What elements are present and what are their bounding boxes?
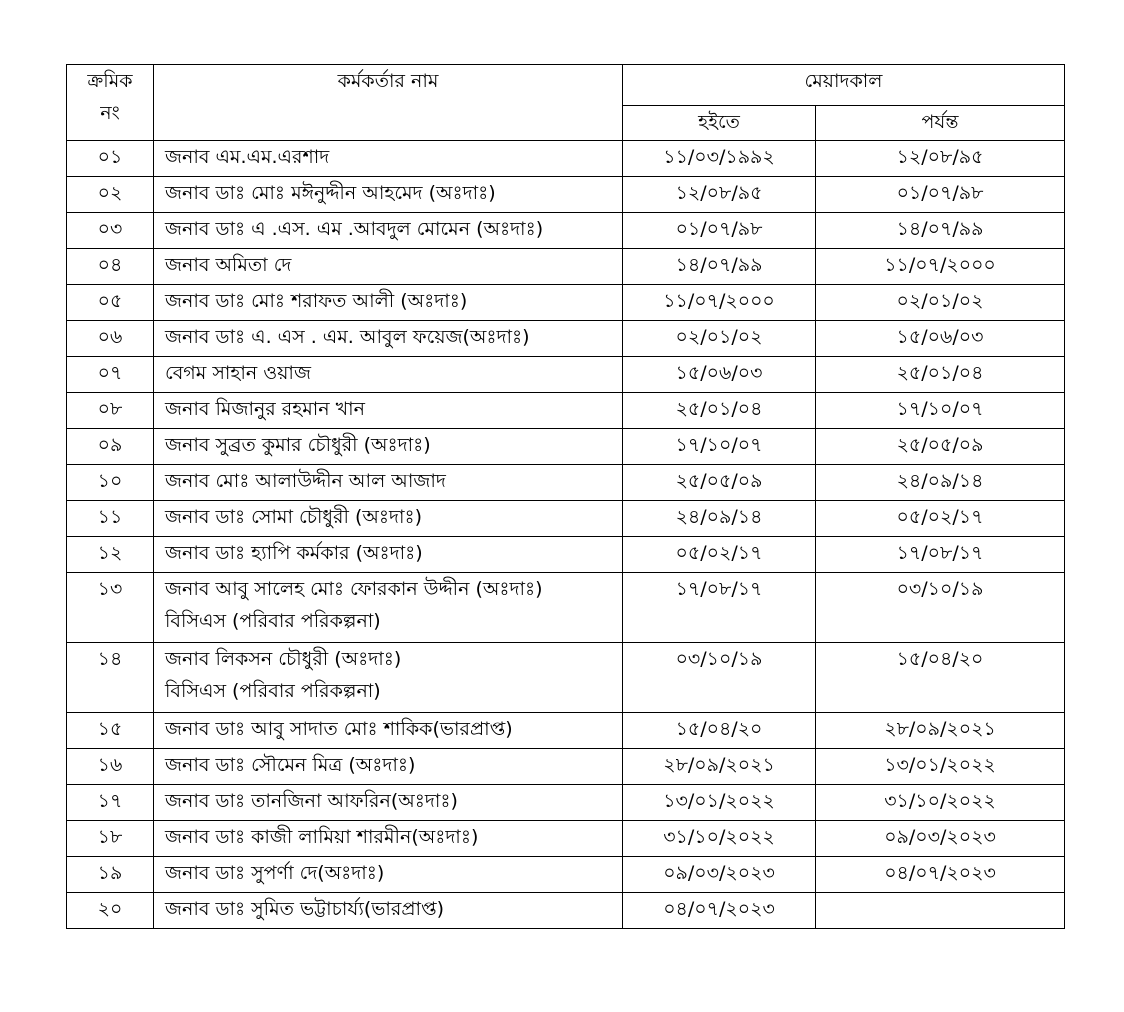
serial-cell: ১২ (67, 537, 154, 573)
officer-name-cell (154, 177, 623, 213)
officer-name-cell (154, 749, 623, 785)
from-date-cell: ০৯/০৩/২০২৩ (623, 857, 816, 893)
officer-name-line: জনাব ডাঃ মোঃ মঈনুদ্দীন আহমেদ (অঃদাঃ) (165, 182, 496, 204)
from-date-cell: ১৫/০৪/২০ (623, 713, 816, 749)
from-date-cell: ১৭/০৮/১৭ (623, 573, 816, 643)
serial-cell: ০৯ (67, 429, 154, 465)
from-date-cell: ০১/০৭/৯৮ (623, 213, 816, 249)
officer-name-line: জনাব লিকসন চৌধুরী (অঃদাঃ) (165, 648, 402, 670)
officer-name-line: জনাব অমিতা দে (165, 254, 292, 276)
to-date-cell (816, 893, 1065, 929)
table-row (67, 393, 1065, 429)
from-date-cell: ২৫/০৫/০৯ (623, 465, 816, 501)
to-date-cell: ১৫/০৪/২০ (816, 643, 1065, 713)
officer-name-line: জনাব ডাঃ সুমিত ভট্টাচার্য্য(ভারপ্রাপ্ত) (165, 898, 445, 920)
to-date-cell: ২৫/০৫/০৯ (816, 429, 1065, 465)
officer-name-line: জনাব ডাঃ আবু সাদাত মোঃ শাকিক(ভারপ্রাপ্ত) (165, 718, 513, 740)
to-date-cell: ২৪/০৯/১৪ (816, 465, 1065, 501)
serial-cell: ০৫ (67, 285, 154, 321)
to-date-cell: ০৯/০৩/২০২৩ (816, 821, 1065, 857)
officer-name-line: বিসিএস (পরিবার পরিকল্পনা) (165, 680, 381, 702)
serial-cell: ১৩ (67, 573, 154, 643)
serial-cell: ১১ (67, 501, 154, 537)
to-date-cell: ৩১/১০/২০২২ (816, 785, 1065, 821)
table-row (67, 249, 1065, 285)
from-date-cell: ০৪/০৭/২০২৩ (623, 893, 816, 929)
header-from: হইতে (623, 106, 816, 141)
to-date-cell: ০৩/১০/১৯ (816, 573, 1065, 643)
from-date-cell: ৩১/১০/২০২২ (623, 821, 816, 857)
serial-cell: ১৬ (67, 749, 154, 785)
header-serial-line1: ক্রমিক (87, 70, 133, 92)
to-date-cell: ১৫/০৬/০৩ (816, 321, 1065, 357)
to-date-cell: ১৭/১০/০৭ (816, 393, 1065, 429)
table-row (67, 573, 1065, 643)
serial-cell: ১৯ (67, 857, 154, 893)
header-period: মেয়াদকাল (623, 65, 1065, 106)
table-row (67, 643, 1065, 713)
officer-name-line: জনাব ডাঃ এ. এস . এম. আবুল ফয়েজ(অঃদাঃ) (165, 326, 530, 348)
officer-name-cell (154, 429, 623, 465)
officer-name-cell (154, 821, 623, 857)
to-date-cell: ১৭/০৮/১৭ (816, 537, 1065, 573)
to-date-cell: ১২/০৮/৯৫ (816, 141, 1065, 177)
table-row (67, 285, 1065, 321)
table-row (67, 321, 1065, 357)
officer-name-cell (154, 713, 623, 749)
from-date-cell: ১৪/০৭/৯৯ (623, 249, 816, 285)
header-serial-line2: নং (100, 102, 120, 124)
from-date-cell: ১২/০৮/৯৫ (623, 177, 816, 213)
serial-cell: ১৫ (67, 713, 154, 749)
to-date-cell: ১১/০৭/২০০০ (816, 249, 1065, 285)
serial-cell: ০৪ (67, 249, 154, 285)
officer-name-cell (154, 537, 623, 573)
table-row (67, 749, 1065, 785)
serial-cell: ০৮ (67, 393, 154, 429)
officer-name-cell (154, 321, 623, 357)
to-date-cell: ২৫/০১/০৪ (816, 357, 1065, 393)
officer-name-line: বেগম সাহান ওয়াজ (165, 362, 311, 384)
table-row (67, 501, 1065, 537)
from-date-cell: ১৫/০৬/০৩ (623, 357, 816, 393)
officer-name-cell (154, 501, 623, 537)
officer-name-line: বিসিএস (পরিবার পরিকল্পনা) (165, 610, 381, 632)
serial-cell: ০১ (67, 141, 154, 177)
from-date-cell: ০২/০১/০২ (623, 321, 816, 357)
to-date-cell: ০১/০৭/৯৮ (816, 177, 1065, 213)
table-row (67, 429, 1065, 465)
serial-cell: ২০ (67, 893, 154, 929)
from-date-cell: ২৫/০১/০৪ (623, 393, 816, 429)
serial-cell: ০৩ (67, 213, 154, 249)
serial-cell: ০৬ (67, 321, 154, 357)
officer-name-cell (154, 249, 623, 285)
officer-name-line: জনাব ডাঃ সৌমেন মিত্র (অঃদাঃ) (165, 754, 416, 776)
officer-name-line: জনাব এম.এম.এরশাদ (165, 146, 330, 168)
serial-cell: ১০ (67, 465, 154, 501)
table-row (67, 177, 1065, 213)
officer-name-cell (154, 285, 623, 321)
serial-cell: ১৪ (67, 643, 154, 713)
from-date-cell: ০৩/১০/১৯ (623, 643, 816, 713)
serial-cell: ০৭ (67, 357, 154, 393)
officer-name-line: জনাব মিজানুর রহমান খান (165, 398, 365, 420)
from-date-cell: ১১/০৩/১৯৯২ (623, 141, 816, 177)
officer-tenure-table (66, 64, 1065, 929)
officer-name-cell (154, 643, 623, 713)
to-date-cell: ০৫/০২/১৭ (816, 501, 1065, 537)
to-date-cell: ০২/০১/০২ (816, 285, 1065, 321)
officer-name-line: জনাব সুব্রত কুমার চৌধুরী (অঃদাঃ) (165, 434, 431, 456)
table-row (67, 893, 1065, 929)
officer-name-cell (154, 893, 623, 929)
officer-name-line: জনাব ডাঃ কাজী লামিয়া শারমীন(অঃদাঃ) (165, 826, 479, 848)
table-row (67, 857, 1065, 893)
to-date-cell: ০৪/০৭/২০২৩ (816, 857, 1065, 893)
table-row (67, 357, 1065, 393)
officer-name-line: জনাব ডাঃ মোঃ শরাফত আলী (অঃদাঃ) (165, 290, 468, 312)
to-date-cell: ২৮/০৯/২০২১ (816, 713, 1065, 749)
officer-name-line: জনাব ডাঃ সুপর্ণা দে(অঃদাঃ) (165, 862, 385, 884)
to-date-cell: ১৩/০১/২০২২ (816, 749, 1065, 785)
table-row (67, 141, 1065, 177)
from-date-cell: ১৭/১০/০৭ (623, 429, 816, 465)
officer-name-cell (154, 573, 623, 643)
officer-name-line: জনাব ডাঃ সোমা চৌধুরী (অঃদাঃ) (165, 506, 423, 528)
table-row (67, 213, 1065, 249)
officer-name-cell (154, 141, 623, 177)
serial-cell: ০২ (67, 177, 154, 213)
officer-name-cell (154, 393, 623, 429)
header-serial (67, 65, 154, 141)
serial-cell: ১৮ (67, 821, 154, 857)
from-date-cell: ২৮/০৯/২০২১ (623, 749, 816, 785)
table-row (67, 537, 1065, 573)
header-officer-name: কর্মকর্তার নাম (154, 65, 623, 141)
officer-name-cell (154, 857, 623, 893)
officer-name-cell (154, 785, 623, 821)
table-row (67, 821, 1065, 857)
table-row (67, 713, 1065, 749)
officer-name-cell (154, 465, 623, 501)
table-row (67, 465, 1065, 501)
serial-cell: ১৭ (67, 785, 154, 821)
from-date-cell: ১৩/০১/২০২২ (623, 785, 816, 821)
officer-name-line: জনাব ডাঃ তানজিনা আফরিন(অঃদাঃ) (165, 790, 458, 812)
table-row (67, 785, 1065, 821)
officer-name-line: জনাব ডাঃ হ্যাপি কর্মকার (অঃদাঃ) (165, 542, 423, 564)
header-to: পর্যন্ত (816, 106, 1065, 141)
officer-name-line: জনাব আবু সালেহ মোঃ ফোরকান উদ্দীন (অঃদাঃ) (165, 578, 543, 600)
officer-name-cell (154, 213, 623, 249)
officer-name-cell (154, 357, 623, 393)
from-date-cell: ২৪/০৯/১৪ (623, 501, 816, 537)
from-date-cell: ১১/০৭/২০০০ (623, 285, 816, 321)
officer-name-line: জনাব ডাঃ এ .এস. এম .আবদুল মোমেন (অঃদাঃ) (165, 218, 544, 240)
officer-name-line: জনাব মোঃ আলাউদ্দীন আল আজাদ (165, 470, 446, 492)
to-date-cell: ১৪/০৭/৯৯ (816, 213, 1065, 249)
from-date-cell: ০৫/০২/১৭ (623, 537, 816, 573)
